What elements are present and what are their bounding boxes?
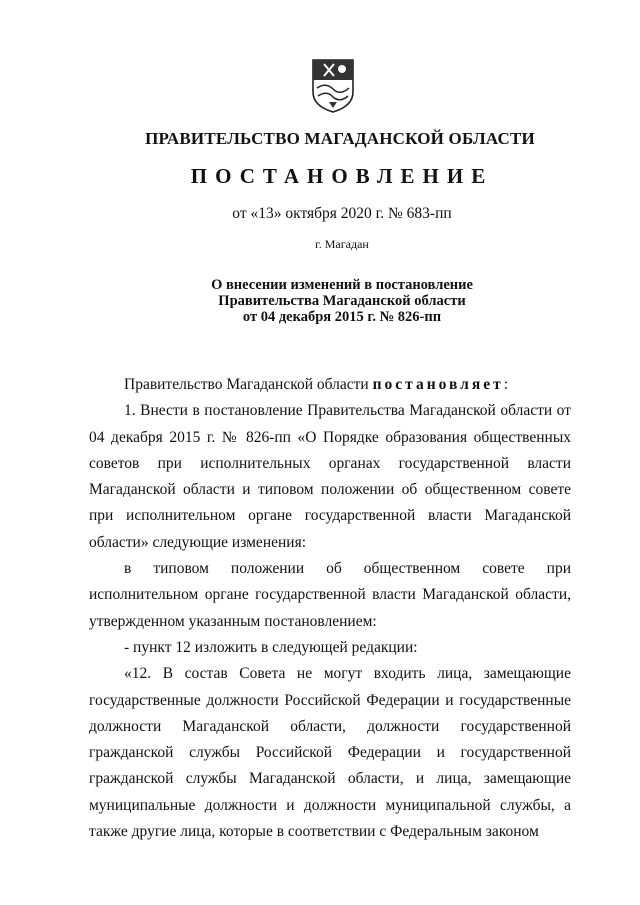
decree-date-number: от «13» октября 2020 г. № 683-пп (232, 205, 452, 222)
subject-line: от 04 декабря 2015 г. № 826-пп (242, 309, 442, 325)
paragraph-typical-regulation: в типовом положении об общественном совете при исполнительном органе государственной власти Магаданской области, утвержденном указанным постановлением: (89, 560, 571, 630)
government-title: ПРАВИТЕЛЬСТВО МАГАДАНСКОЙ ОБЛАСТИ (145, 129, 535, 148)
magadan-coat-of-arms-icon (310, 58, 356, 114)
decree-keyword: постановляет (372, 376, 504, 393)
subject-line: Правительства Магаданской области (218, 293, 466, 309)
intro-prefix: Правительство Магаданской области (124, 376, 373, 393)
city-name: г. Магадан (315, 237, 369, 251)
intro-suffix: : (503, 376, 509, 393)
subject-line: О внесении изменений в постановление (211, 277, 473, 293)
document-type-title: ПОСТАНОВЛЕНИЕ (190, 164, 494, 188)
decree-subject (22, 277, 640, 325)
paragraph-point-12-instruction: - пункт 12 изложить в следующей редакции: (124, 638, 418, 656)
decree-body (89, 372, 571, 845)
paragraph-item-1: 1. Внести в постановление Правительства Магаданской области от 04 декабря 2015 г. № 826-пп «О Порядке образования общественных советов при исполнительных органах государственной власти Магаданской области и типовом положении об общественном совете при исполнительном органе государственной власти Магаданской области» следующие изменения: (89, 402, 571, 551)
decree-intro (89, 372, 571, 398)
paragraph-point-12-text: «12. В состав Совета не могут входить лица, замещающие государственные должности Российской Федерации и государственные должности Магаданской области, должности государственной гражданской службы Российской Федерации и государственной гражданской службы Магаданской области, и лица, замещающие муниципальные должности и должности муниципальной службы, а также другие лица, которые в соответствии с Федеральным законом (89, 665, 571, 841)
